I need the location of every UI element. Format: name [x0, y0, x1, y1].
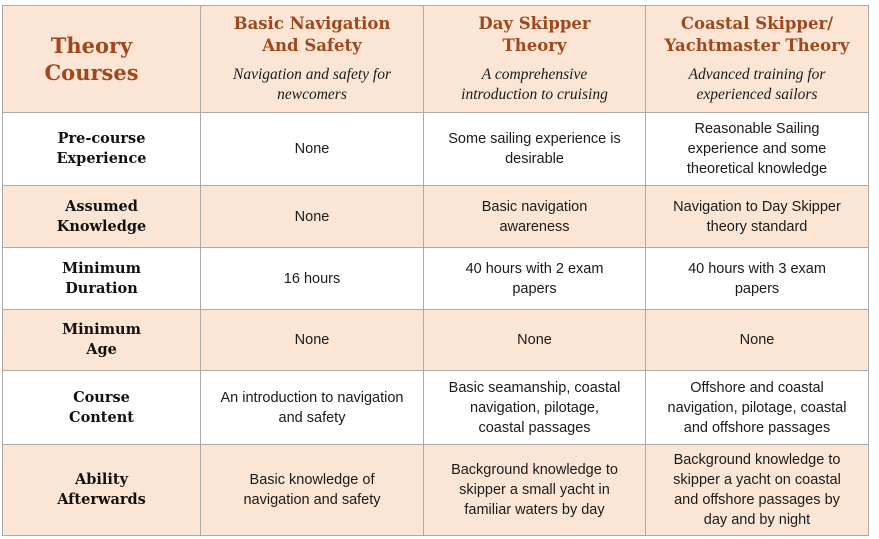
cell-value: Background knowledge to skipper a small yacht in familiar waters by day [451, 462, 618, 518]
table-row [3, 445, 869, 536]
table-cell [201, 186, 424, 248]
row-label-cell [3, 310, 201, 371]
table-row [3, 371, 869, 445]
cell-value: Offshore and coastal navigation, pilotage, coastal and offshore passages [667, 379, 847, 436]
cell-value: Navigation to Day Skipper theory standard [673, 198, 841, 235]
table-cell [424, 445, 646, 536]
row-label-cell [3, 113, 201, 186]
cell-value: Background knowledge to skipper a yacht on coastal and offshore passages by day and by night [673, 452, 841, 528]
course-subtitle: A comprehensive introduction to cruising [461, 66, 608, 103]
table-cell [424, 371, 646, 445]
cell-value: None [294, 141, 330, 157]
table-title: Theory Courses [44, 33, 139, 85]
table-row [3, 186, 869, 248]
table-cell [424, 186, 646, 248]
table-row [3, 248, 869, 310]
cell-value: Basic navigation awareness [481, 198, 588, 235]
cell-value: 40 hours with 3 exam papers [688, 260, 826, 297]
course-name: Coastal Skipper/ Yachtmaster Theory [664, 14, 850, 55]
course-name: Day Skipper Theory [478, 14, 591, 55]
cell-value: 40 hours with 2 exam papers [465, 260, 604, 297]
row-label: Pre-course Experience [56, 130, 147, 167]
table-cell [201, 445, 424, 536]
row-label: Course Content [69, 388, 134, 426]
course-name: Basic Navigation And Safety [233, 14, 391, 55]
cell-value: Basic knowledge of navigation and safety [243, 472, 381, 508]
course-subtitle: Advanced training for experienced sailors [688, 66, 826, 103]
cell-value: 16 hours [283, 270, 341, 287]
table-cell [201, 310, 424, 371]
cell-value: None [294, 208, 330, 225]
theory-courses-table [2, 5, 869, 536]
cell-value: None [294, 332, 330, 348]
cell-value: Some sailing experience is desirable [448, 131, 621, 167]
cell-value: Basic seamanship, coastal navigation, pilotage, coastal passages [448, 379, 621, 436]
table-cell [646, 371, 869, 445]
row-label: Assumed Knowledge [56, 197, 147, 235]
table-row [3, 310, 869, 371]
cell-value: None [517, 332, 552, 348]
corner-cell [3, 6, 201, 113]
course-header-coastal-skipper [646, 6, 869, 113]
course-subtitle: Navigation and safety for newcomers [232, 66, 391, 103]
course-header-basic-navigation [201, 6, 424, 113]
table-cell [424, 310, 646, 371]
row-label: Minimum Age [62, 321, 141, 358]
row-label-cell [3, 248, 201, 310]
row-label-cell [3, 445, 201, 536]
cell-value: None [739, 332, 775, 348]
table-header-row [3, 6, 869, 113]
table-cell [646, 248, 869, 310]
course-header-day-skipper [424, 6, 646, 113]
table-row [3, 113, 869, 186]
table-cell [201, 371, 424, 445]
row-label: Ability Afterwards [57, 471, 146, 508]
cell-value: Reasonable Sailing experience and some theoretical knowledge [686, 121, 828, 177]
table-cell [424, 113, 646, 186]
table-cell [424, 248, 646, 310]
row-label-cell [3, 186, 201, 248]
table-cell [646, 310, 869, 371]
row-label: Minimum Duration [62, 259, 141, 297]
table-cell [201, 248, 424, 310]
table-cell [201, 113, 424, 186]
table-cell [646, 445, 869, 536]
table-cell [646, 186, 869, 248]
row-label-cell [3, 371, 201, 445]
table-cell [646, 113, 869, 186]
cell-value: An introduction to navigation and safety [220, 389, 404, 426]
